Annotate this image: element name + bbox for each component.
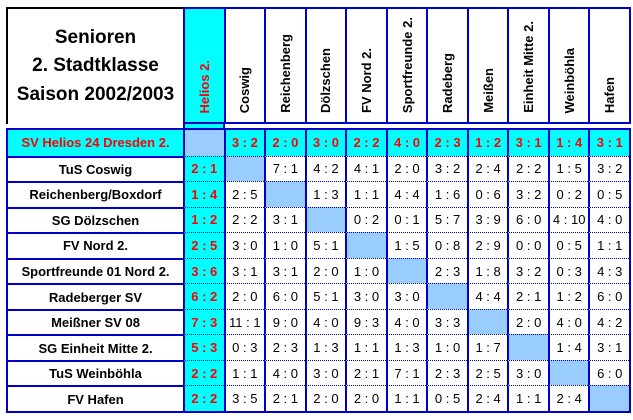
column-headers xyxy=(183,7,631,124)
column-header xyxy=(185,9,224,122)
result-cell: 1 : 2 xyxy=(548,283,589,309)
result-cell: 2 : 0 xyxy=(305,385,346,411)
result-cell: 5 : 1 xyxy=(305,283,346,309)
result-cell: 0 : 2 xyxy=(345,207,386,233)
result-cell: 1 : 8 xyxy=(467,258,508,284)
column-header xyxy=(426,9,467,122)
result-cell: 6 : 0 xyxy=(264,283,305,309)
result-cell: 2 : 0 xyxy=(345,385,386,411)
result-cell: 1 : 1 xyxy=(345,334,386,360)
result-cell: 2 : 0 xyxy=(264,130,305,156)
result-cell: 1 : 1 xyxy=(386,385,427,411)
team-label: Sportfreunde 01 Nord 2. xyxy=(8,258,183,284)
table-row xyxy=(8,207,629,233)
team-label: Meißner SV 08 xyxy=(8,309,183,335)
column-header-label: Hafen xyxy=(602,76,618,113)
result-cell: 4 : 4 xyxy=(386,181,427,207)
result-cell: 3 : 2 xyxy=(588,156,629,182)
self-match-cell xyxy=(588,385,629,411)
result-cell: 3 : 6 xyxy=(183,258,224,284)
column-header xyxy=(548,9,589,122)
result-cell: 4 : 0 xyxy=(264,360,305,386)
column-header xyxy=(467,9,508,122)
result-cell: 2 : 4 xyxy=(467,156,508,182)
result-cell: 1 : 2 xyxy=(467,130,508,156)
result-cell: 6 : 0 xyxy=(588,283,629,309)
result-cell: 3 : 0 xyxy=(305,360,346,386)
self-match-cell xyxy=(548,360,589,386)
result-cell: 3 : 2 xyxy=(224,130,265,156)
result-cell: 5 : 3 xyxy=(183,334,224,360)
result-cell: 1 : 1 xyxy=(224,360,265,386)
self-match-cell xyxy=(426,283,467,309)
result-cell: 2 : 1 xyxy=(183,156,224,182)
column-header-label: Weinböhla xyxy=(561,47,577,113)
season-title xyxy=(6,7,183,124)
results-matrix xyxy=(6,128,631,413)
result-cell: 4 : 0 xyxy=(386,130,427,156)
result-cell: 3 : 1 xyxy=(224,258,265,284)
self-match-cell xyxy=(386,258,427,284)
team-label: SG Einheit Mitte 2. xyxy=(8,334,183,360)
result-cell: 2 : 1 xyxy=(264,385,305,411)
team-label: Reichenberg/Boxdorf xyxy=(8,181,183,207)
team-label: FV Nord 2. xyxy=(8,232,183,258)
self-match-cell xyxy=(345,232,386,258)
result-cell: 3 : 2 xyxy=(507,258,548,284)
result-cell: 0 : 1 xyxy=(386,207,427,233)
result-cell: 2 : 1 xyxy=(507,283,548,309)
result-cell: 2 : 4 xyxy=(467,385,508,411)
result-cell: 1 : 0 xyxy=(264,232,305,258)
result-cell: 1 : 0 xyxy=(426,334,467,360)
column-header xyxy=(345,9,386,122)
title-line-2: 2. Stadtklasse xyxy=(32,55,159,77)
result-cell: 3 : 9 xyxy=(467,207,508,233)
self-match-cell xyxy=(467,309,508,335)
result-cell: 0 : 6 xyxy=(467,181,508,207)
result-cell: 1 : 5 xyxy=(386,232,427,258)
self-match-cell xyxy=(264,181,305,207)
result-cell: 4 : 3 xyxy=(588,258,629,284)
result-cell: 4 : 4 xyxy=(467,283,508,309)
result-cell: 3 : 0 xyxy=(224,232,265,258)
result-cell: 2 : 5 xyxy=(183,232,224,258)
result-cell: 1 : 3 xyxy=(305,334,346,360)
self-match-cell xyxy=(224,156,265,182)
result-cell: 3 : 1 xyxy=(588,130,629,156)
table-row xyxy=(8,181,629,207)
team-label: TuS Coswig xyxy=(8,156,183,182)
result-cell: 0 : 3 xyxy=(224,334,265,360)
result-cell: 1 : 3 xyxy=(386,334,427,360)
result-cell: 2 : 4 xyxy=(548,385,589,411)
result-cell: 3 : 1 xyxy=(588,334,629,360)
result-cell: 1 : 0 xyxy=(345,258,386,284)
result-cell: 2 : 2 xyxy=(507,156,548,182)
result-cell: 2 : 2 xyxy=(183,360,224,386)
result-cell: 2 : 5 xyxy=(467,360,508,386)
result-cell: 0 : 5 xyxy=(588,181,629,207)
result-cell: 2 : 0 xyxy=(507,309,548,335)
result-cell: 9 : 3 xyxy=(345,309,386,335)
result-cell: 1 : 1 xyxy=(345,181,386,207)
result-cell: 2 : 5 xyxy=(224,181,265,207)
table-row xyxy=(8,334,629,360)
result-cell: 2 : 0 xyxy=(224,283,265,309)
team-label: FV Hafen xyxy=(8,385,183,411)
result-cell: 4 : 0 xyxy=(588,207,629,233)
result-cell: 1 : 6 xyxy=(426,181,467,207)
result-cell: 7 : 1 xyxy=(386,360,427,386)
result-cell: 3 : 1 xyxy=(264,207,305,233)
column-header xyxy=(507,9,548,122)
table-row xyxy=(8,360,629,386)
result-cell: 3 : 3 xyxy=(426,309,467,335)
column-header-label: Helios 2. xyxy=(196,59,212,113)
result-cell: 1 : 7 xyxy=(467,334,508,360)
result-cell: 4 : 1 xyxy=(345,156,386,182)
table-row xyxy=(8,258,629,284)
result-cell: 1 : 4 xyxy=(548,334,589,360)
column-header xyxy=(224,9,265,122)
result-cell: 1 : 4 xyxy=(548,130,589,156)
result-cell: 3 : 1 xyxy=(507,130,548,156)
result-cell: 6 : 0 xyxy=(507,207,548,233)
column-header xyxy=(588,9,629,122)
result-cell: 4 : 0 xyxy=(386,309,427,335)
result-cell: 1 : 5 xyxy=(548,156,589,182)
team-label: SV Helios 24 Dresden 2. xyxy=(8,130,183,156)
result-cell: 1 : 3 xyxy=(305,181,346,207)
result-cell: 2 : 3 xyxy=(426,130,467,156)
result-cell: 5 : 1 xyxy=(305,232,346,258)
column-header xyxy=(386,9,427,122)
column-header xyxy=(264,9,305,122)
result-cell: 0 : 3 xyxy=(548,258,589,284)
self-match-cell xyxy=(183,130,224,156)
result-cell: 0 : 8 xyxy=(426,232,467,258)
team-label: TuS Weinböhla xyxy=(8,360,183,386)
table-row xyxy=(8,283,629,309)
table-row xyxy=(8,130,629,156)
title-line-3: Saison 2002/2003 xyxy=(16,83,175,105)
column-header-label: Radeberg xyxy=(440,53,456,113)
result-cell: 3 : 2 xyxy=(507,181,548,207)
result-cell: 9 : 0 xyxy=(264,309,305,335)
result-cell: 3 : 0 xyxy=(345,283,386,309)
result-cell: 1 : 1 xyxy=(507,385,548,411)
result-cell: 2 : 0 xyxy=(305,258,346,284)
result-cell: 0 : 0 xyxy=(507,232,548,258)
title-line-1: Senioren xyxy=(54,26,137,48)
result-cell: 0 : 5 xyxy=(548,232,589,258)
result-cell: 4 : 2 xyxy=(305,156,346,182)
result-cell: 3 : 2 xyxy=(426,156,467,182)
column-header-label: FV Nord 2. xyxy=(358,47,374,113)
result-cell: 4 : 2 xyxy=(588,309,629,335)
team-label: Radeberger SV xyxy=(8,283,183,309)
result-cell: 4 : 0 xyxy=(548,309,589,335)
column-header-label: Dölzschen xyxy=(318,47,334,113)
result-cell: 1 : 2 xyxy=(183,207,224,233)
result-cell: 2 : 2 xyxy=(224,207,265,233)
self-match-cell xyxy=(507,334,548,360)
result-cell: 2 : 3 xyxy=(426,258,467,284)
result-cell: 0 : 2 xyxy=(548,181,589,207)
table-row xyxy=(8,156,629,182)
result-cell: 7 : 1 xyxy=(264,156,305,182)
column-header-label: Einheit Mitte 2. xyxy=(521,21,537,113)
column-header-label: Coswig xyxy=(237,66,253,113)
result-cell: 3 : 0 xyxy=(386,283,427,309)
result-cell: 5 : 7 xyxy=(426,207,467,233)
result-cell: 2 : 2 xyxy=(183,385,224,411)
result-cell: 2 : 9 xyxy=(467,232,508,258)
result-cell: 7 : 3 xyxy=(183,309,224,335)
result-cell: 6 : 0 xyxy=(588,360,629,386)
result-cell: 4 : 0 xyxy=(305,309,346,335)
result-cell: 2 : 0 xyxy=(386,156,427,182)
column-header-label: Reichenberg xyxy=(277,34,293,113)
result-cell: 3 : 1 xyxy=(264,258,305,284)
column-header-label: Sportfreunde 2. xyxy=(399,16,415,113)
result-cell: 3 : 5 xyxy=(224,385,265,411)
result-cell: 0 : 5 xyxy=(426,385,467,411)
table-row xyxy=(8,385,629,411)
team-label: SG Dölzschen xyxy=(8,207,183,233)
table-row xyxy=(8,309,629,335)
result-cell: 3 : 0 xyxy=(305,130,346,156)
result-cell: 11 : 1 xyxy=(224,309,265,335)
self-match-cell xyxy=(305,207,346,233)
result-cell: 2 : 1 xyxy=(345,360,386,386)
result-cell: 6 : 2 xyxy=(183,283,224,309)
table-row xyxy=(8,232,629,258)
result-cell: 4 : 10 xyxy=(548,207,589,233)
result-cell: 2 : 3 xyxy=(264,334,305,360)
column-header xyxy=(305,9,346,122)
result-cell: 2 : 3 xyxy=(426,360,467,386)
result-cell: 1 : 1 xyxy=(588,232,629,258)
column-header-label: Meißen xyxy=(480,68,496,113)
result-cell: 1 : 4 xyxy=(183,181,224,207)
result-cell: 2 : 2 xyxy=(345,130,386,156)
result-cell: 3 : 0 xyxy=(507,360,548,386)
